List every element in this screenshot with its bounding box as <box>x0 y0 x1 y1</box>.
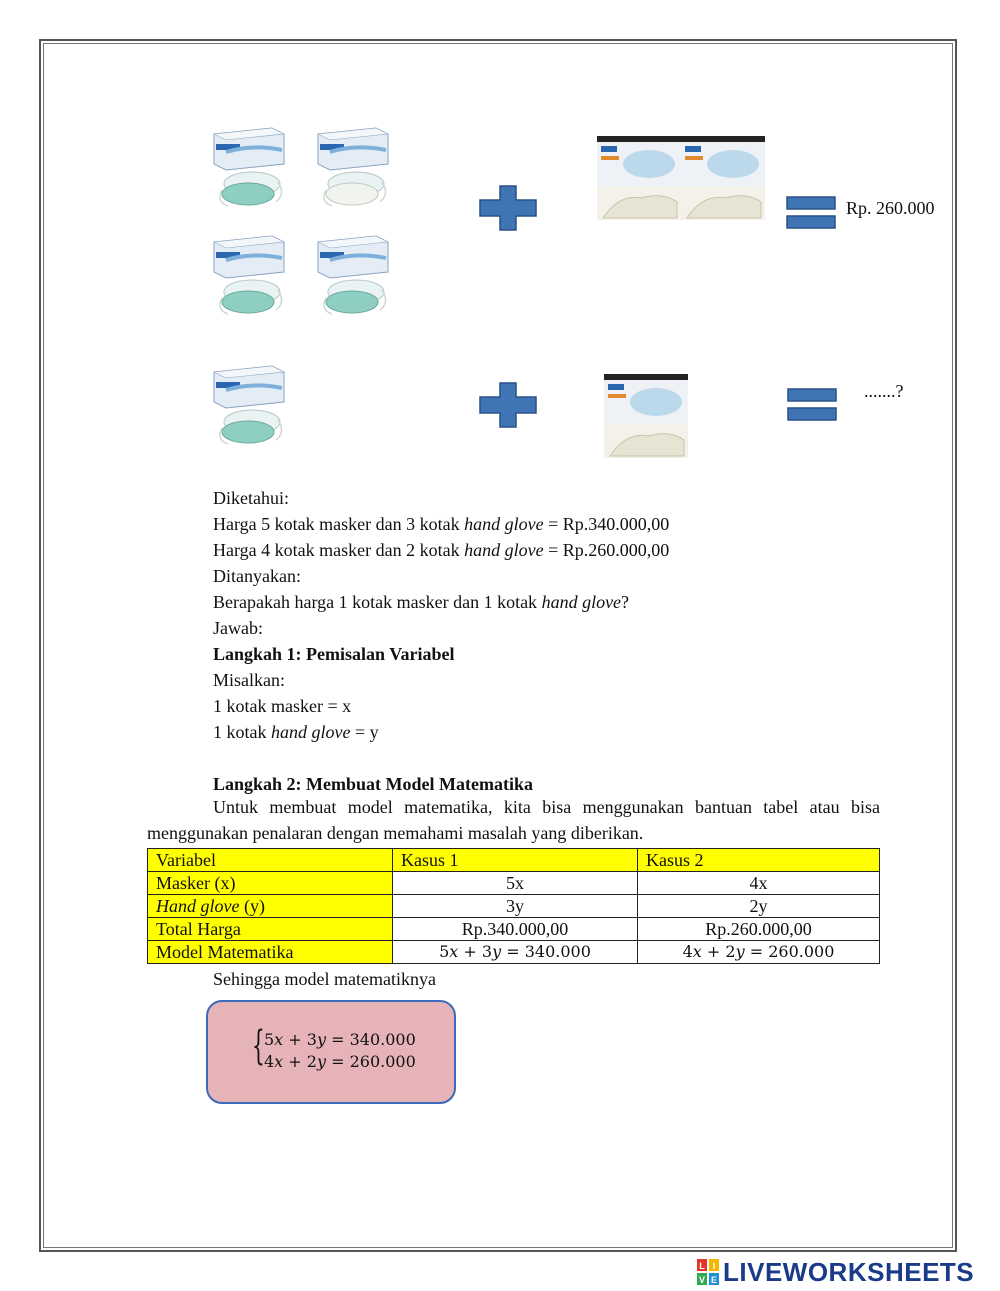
known-line-2: Harga 4 kotak masker dan 2 kotak hand glove = Rp.260.000,00 <box>213 540 670 560</box>
liveworksheets-logo-text: LIVEWORKSHEETS <box>723 1256 975 1287</box>
mask-box-image <box>212 232 286 322</box>
asked-heading: Ditanyakan: <box>213 566 301 586</box>
hand-glove-box-image <box>604 374 688 458</box>
table-header-cell: Kasus 1 <box>393 849 638 872</box>
logo-letter: E <box>710 1275 718 1285</box>
system-equation-2: 4𝑥 + 2𝑦 = 260.000 <box>264 1052 416 1071</box>
equals-sign-icon <box>787 388 837 422</box>
table-row-label: Model Matematika <box>148 941 393 964</box>
conclusion-text: Sehingga model matematiknya <box>213 969 436 989</box>
step1-var-x: 1 kotak masker = x <box>213 696 352 716</box>
row2-result-label: .......? <box>864 381 904 401</box>
table-cell: 2y <box>638 895 880 918</box>
system-equation-1: 5𝑥 + 3𝑦 = 340.000 <box>264 1030 416 1049</box>
answer-heading: Jawab: <box>213 618 263 638</box>
spacer <box>213 745 880 771</box>
plus-sign-icon <box>479 382 537 428</box>
known-heading: Diketahui: <box>213 488 289 508</box>
table-row <box>148 918 880 941</box>
mask-box-image <box>316 232 390 322</box>
table-cell: 5x <box>393 872 638 895</box>
logo-letter: L <box>699 1261 705 1271</box>
table-cell: Rp.260.000,00 <box>638 918 880 941</box>
table-row-label: Masker (x) <box>148 872 393 895</box>
step2-title: Langkah 2: Membuat Model Matematika <box>213 774 533 794</box>
table-row <box>148 941 880 964</box>
mask-box-image <box>212 362 286 452</box>
equation-system-box <box>206 1000 456 1104</box>
plus-sign-icon <box>479 185 537 231</box>
logo-letter: I <box>712 1261 716 1271</box>
table-header-row <box>148 849 880 872</box>
hand-glove-box-image <box>597 136 681 220</box>
table-row <box>148 895 880 918</box>
step1-title: Langkah 1: Pemisalan Variabel <box>213 644 455 664</box>
table-cell-equation: 5𝑥 + 3𝑦 = 340.000 <box>393 941 638 964</box>
table-cell: 3y <box>393 895 638 918</box>
table-row-label: Total Harga <box>148 918 393 941</box>
table-cell: 4x <box>638 872 880 895</box>
mask-box-image <box>212 124 286 214</box>
hand-glove-box-image <box>681 136 765 220</box>
step1-intro: Misalkan: <box>213 670 285 690</box>
equals-sign-icon <box>786 196 836 230</box>
left-brace-icon: { <box>252 1023 265 1069</box>
table-cell-equation: 4𝑥 + 2𝑦 = 260.000 <box>638 941 880 964</box>
table-row <box>148 872 880 895</box>
step1-var-y: 1 kotak hand glove = y <box>213 722 379 742</box>
model-table <box>147 848 880 964</box>
known-line-1: Harga 5 kotak masker dan 3 kotak hand glove = Rp.340.000,00 <box>213 514 670 534</box>
liveworksheets-logo-icon <box>697 1259 719 1285</box>
asked-line: Berapakah harga 1 kotak masker dan 1 kotak hand glove? <box>213 592 630 612</box>
table-header-cell: Kasus 2 <box>638 849 880 872</box>
step2-paragraph: Untuk membuat model matematika, kita bisa menggunakan bantuan tabel atau bisa menggunakan penalaran dengan memahami masalah yang diberikan. <box>147 797 880 843</box>
row1-result-label: Rp. 260.000 <box>846 198 935 218</box>
mask-box-image <box>316 124 390 214</box>
logo-letter: V <box>698 1275 706 1285</box>
problem-text <box>213 485 880 797</box>
liveworksheets-logo <box>697 1257 974 1287</box>
table-cell: Rp.340.000,00 <box>393 918 638 941</box>
table-header-cell: Variabel <box>148 849 393 872</box>
table-row-label: Hand glove (y) <box>148 895 393 918</box>
